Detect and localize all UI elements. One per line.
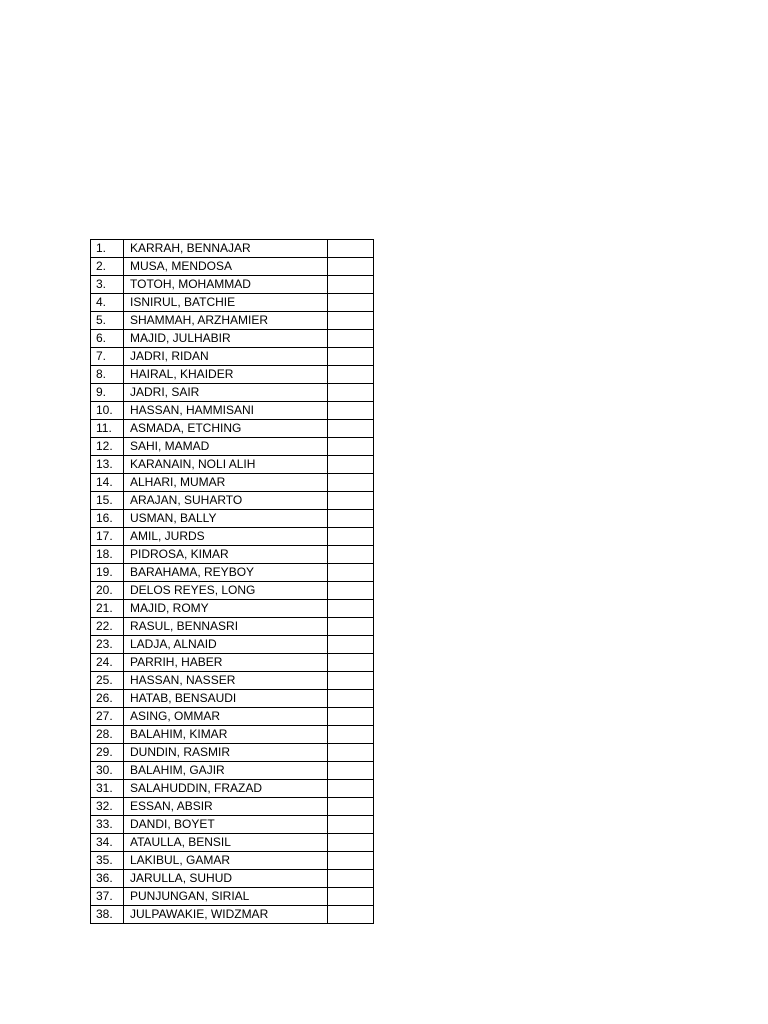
row-name: HASSAN, HAMMISANI — [124, 402, 328, 420]
roster-table — [90, 239, 374, 924]
table-row — [91, 384, 374, 402]
row-empty-cell — [328, 312, 374, 330]
row-name: BALAHIM, KIMAR — [124, 726, 328, 744]
row-name: SALAHUDDIN, FRAZAD — [124, 780, 328, 798]
row-empty-cell — [328, 330, 374, 348]
row-empty-cell — [328, 906, 374, 924]
table-row — [91, 816, 374, 834]
row-number: 24. — [91, 654, 124, 672]
row-number: 2. — [91, 258, 124, 276]
row-name: ASING, OMMAR — [124, 708, 328, 726]
row-empty-cell — [328, 852, 374, 870]
row-name: ALHARI, MUMAR — [124, 474, 328, 492]
row-name: TOTOH, MOHAMMAD — [124, 276, 328, 294]
row-number: 4. — [91, 294, 124, 312]
row-number: 35. — [91, 852, 124, 870]
row-number: 15. — [91, 492, 124, 510]
row-name: KARANAIN, NOLI ALIH — [124, 456, 328, 474]
row-number: 33. — [91, 816, 124, 834]
row-number: 26. — [91, 690, 124, 708]
row-empty-cell — [328, 348, 374, 366]
table-row — [91, 564, 374, 582]
row-number: 25. — [91, 672, 124, 690]
row-number: 22. — [91, 618, 124, 636]
table-row — [91, 510, 374, 528]
row-empty-cell — [328, 564, 374, 582]
table-row — [91, 546, 374, 564]
row-empty-cell — [328, 438, 374, 456]
row-name: KARRAH, BENNAJAR — [124, 240, 328, 258]
row-name: JADRI, RIDAN — [124, 348, 328, 366]
table-row — [91, 636, 374, 654]
row-number: 5. — [91, 312, 124, 330]
row-number: 29. — [91, 744, 124, 762]
row-name: ATAULLA, BENSIL — [124, 834, 328, 852]
row-name: PUNJUNGAN, SIRIAL — [124, 888, 328, 906]
row-number: 38. — [91, 906, 124, 924]
row-name: USMAN, BALLY — [124, 510, 328, 528]
row-empty-cell — [328, 690, 374, 708]
row-empty-cell — [328, 384, 374, 402]
row-name: LAKIBUL, GAMAR — [124, 852, 328, 870]
row-number: 21. — [91, 600, 124, 618]
table-row — [91, 906, 374, 924]
row-name: HATAB, BENSAUDI — [124, 690, 328, 708]
table-row — [91, 654, 374, 672]
row-name: DELOS REYES, LONG — [124, 582, 328, 600]
roster-body — [91, 240, 374, 924]
row-name: LADJA, ALNAID — [124, 636, 328, 654]
table-row — [91, 402, 374, 420]
row-empty-cell — [328, 582, 374, 600]
table-row — [91, 366, 374, 384]
table-row — [91, 492, 374, 510]
row-name: HAIRAL, KHAIDER — [124, 366, 328, 384]
table-row — [91, 330, 374, 348]
row-empty-cell — [328, 888, 374, 906]
table-row — [91, 834, 374, 852]
table-row — [91, 708, 374, 726]
table-row — [91, 798, 374, 816]
row-number: 32. — [91, 798, 124, 816]
row-name: DUNDIN, RASMIR — [124, 744, 328, 762]
table-row — [91, 348, 374, 366]
row-empty-cell — [328, 780, 374, 798]
row-number: 9. — [91, 384, 124, 402]
row-name: JADRI, SAIR — [124, 384, 328, 402]
row-empty-cell — [328, 744, 374, 762]
row-empty-cell — [328, 420, 374, 438]
row-name: JARULLA, SUHUD — [124, 870, 328, 888]
row-name: AMIL, JURDS — [124, 528, 328, 546]
row-name: MAJID, JULHABIR — [124, 330, 328, 348]
table-row — [91, 276, 374, 294]
table-row — [91, 672, 374, 690]
table-row — [91, 852, 374, 870]
table-row — [91, 438, 374, 456]
row-number: 3. — [91, 276, 124, 294]
row-number: 31. — [91, 780, 124, 798]
row-name: DANDI, BOYET — [124, 816, 328, 834]
row-name: BARAHAMA, REYBOY — [124, 564, 328, 582]
row-name: ESSAN, ABSIR — [124, 798, 328, 816]
row-number: 36. — [91, 870, 124, 888]
table-row — [91, 744, 374, 762]
row-number: 10. — [91, 402, 124, 420]
row-empty-cell — [328, 276, 374, 294]
row-empty-cell — [328, 654, 374, 672]
table-row — [91, 528, 374, 546]
table-row — [91, 618, 374, 636]
row-empty-cell — [328, 834, 374, 852]
row-empty-cell — [328, 240, 374, 258]
row-empty-cell — [328, 366, 374, 384]
row-empty-cell — [328, 870, 374, 888]
table-row — [91, 294, 374, 312]
row-empty-cell — [328, 528, 374, 546]
row-name: JULPAWAKIE, WIDZMAR — [124, 906, 328, 924]
row-number: 7. — [91, 348, 124, 366]
row-number: 28. — [91, 726, 124, 744]
row-number: 14. — [91, 474, 124, 492]
table-row — [91, 762, 374, 780]
row-empty-cell — [328, 762, 374, 780]
row-name: MUSA, MENDOSA — [124, 258, 328, 276]
table-row — [91, 312, 374, 330]
row-number: 27. — [91, 708, 124, 726]
row-empty-cell — [328, 402, 374, 420]
row-empty-cell — [328, 636, 374, 654]
table-row — [91, 456, 374, 474]
row-name: ARAJAN, SUHARTO — [124, 492, 328, 510]
row-empty-cell — [328, 510, 374, 528]
row-number: 11. — [91, 420, 124, 438]
row-empty-cell — [328, 294, 374, 312]
row-number: 37. — [91, 888, 124, 906]
row-name: ASMADA, ETCHING — [124, 420, 328, 438]
row-number: 12. — [91, 438, 124, 456]
table-row — [91, 258, 374, 276]
row-number: 16. — [91, 510, 124, 528]
row-number: 1. — [91, 240, 124, 258]
row-number: 20. — [91, 582, 124, 600]
row-name: HASSAN, NASSER — [124, 672, 328, 690]
row-empty-cell — [328, 474, 374, 492]
row-empty-cell — [328, 672, 374, 690]
table-row — [91, 888, 374, 906]
row-number: 13. — [91, 456, 124, 474]
row-number: 17. — [91, 528, 124, 546]
table-row — [91, 474, 374, 492]
table-row — [91, 726, 374, 744]
row-empty-cell — [328, 816, 374, 834]
table-row — [91, 690, 374, 708]
row-number: 18. — [91, 546, 124, 564]
row-empty-cell — [328, 726, 374, 744]
table-row — [91, 870, 374, 888]
row-name: BALAHIM, GAJIR — [124, 762, 328, 780]
row-empty-cell — [328, 618, 374, 636]
row-empty-cell — [328, 546, 374, 564]
row-name: SHAMMAH, ARZHAMIER — [124, 312, 328, 330]
row-number: 23. — [91, 636, 124, 654]
row-name: SAHI, MAMAD — [124, 438, 328, 456]
row-name: PARRIH, HABER — [124, 654, 328, 672]
table-row — [91, 600, 374, 618]
table-row — [91, 582, 374, 600]
row-number: 19. — [91, 564, 124, 582]
row-empty-cell — [328, 456, 374, 474]
row-name: RASUL, BENNASRI — [124, 618, 328, 636]
row-number: 30. — [91, 762, 124, 780]
row-name: ISNIRUL, BATCHIE — [124, 294, 328, 312]
row-empty-cell — [328, 708, 374, 726]
row-number: 34. — [91, 834, 124, 852]
row-name: MAJID, ROMY — [124, 600, 328, 618]
table-row — [91, 240, 374, 258]
row-empty-cell — [328, 258, 374, 276]
row-number: 6. — [91, 330, 124, 348]
row-empty-cell — [328, 798, 374, 816]
row-empty-cell — [328, 600, 374, 618]
row-number: 8. — [91, 366, 124, 384]
table-row — [91, 780, 374, 798]
row-name: PIDROSA, KIMAR — [124, 546, 328, 564]
row-empty-cell — [328, 492, 374, 510]
table-row — [91, 420, 374, 438]
